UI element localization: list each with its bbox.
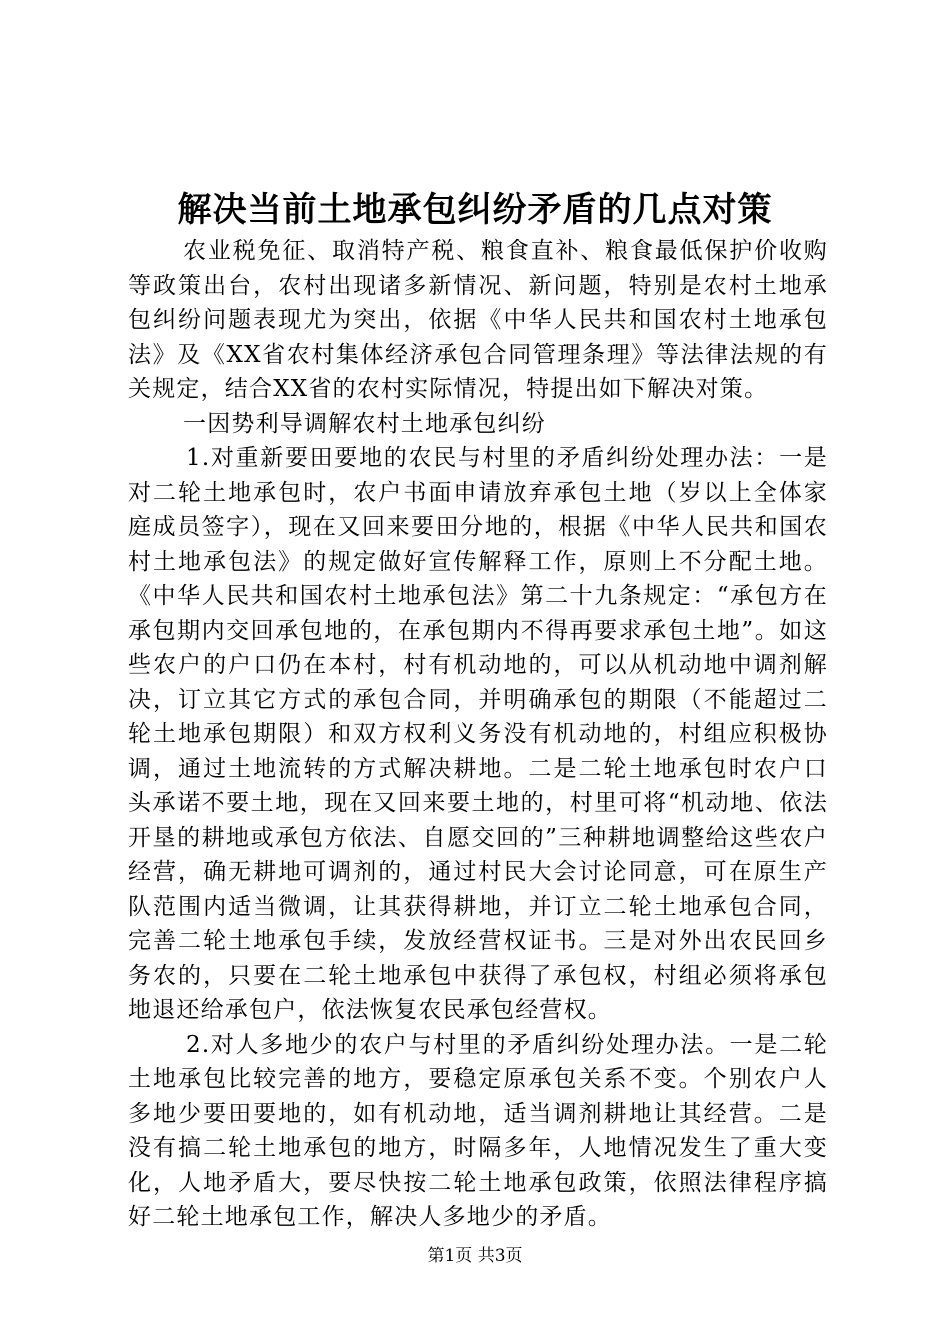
intro-paragraph: 农业税免征、取消特产税、粮食直补、粮食最低保护价收购等政策出台，农村出现诸多新情况、新问题，特别是农村土地承包纠纷问题表现尤为突出，依据《中华人民共和国农村土地承包法》及《XX省农村集体经济承包合同管理条理》等法律法规的有关规定，结合XX省的农村实际情况，特提出如下解决对策。 bbox=[128, 238, 828, 402]
document-title: 解决当前土地承包纠纷矛盾的几点对策 bbox=[177, 190, 773, 230]
section-heading: 一因势利导调解农村土地承包纠纷 bbox=[183, 410, 546, 437]
document-body bbox=[128, 234, 828, 1235]
item-1-paragraph: 1.对重新要田要地的农民与村里的矛盾纠纷处理办法：一是对二轮土地承包时，农户书面申请放弃承包土地（岁以上全体家庭成员签字），现在又回来要田分地的，根据《中华人民共和国农村土地承包法》的规定做好宣传解释工作，原则上不分配土地。《中华人民共和国农村土地承包法》第二十九条规定：“承包方在承包期内交回承包地的，在承包期内不得再要求承包土地”。如这些农户的户口仍在本村，村有机动地的，可以从机动地中调剂解决，订立其它方式的承包合同，并明确承包的期限（不能超过二轮土地承包期限）和双方权利义务没有机动地的，村组应积极协调，通过土地流转的方式解决耕地。二是二轮土地承包时农户口头承诺不要土地，现在又回来要土地的，村里可将“机动地、依法开垦的耕地或承包方依法、自愿交回的”三种耕地调整给这些农户经营，确无耕地可调剂的，通过村民大会讨论同意，可在原生产队范围内适当微调，让其获得耕地，并订立二轮土地承包合同，完善二轮土地承包手续，发放经营权证书。三是对外出农民回乡务农的，只要在二轮土地承包中获得了承包权，村组必须将承包地退还给承包户，依法恢复农民承包经营权。 bbox=[128, 445, 828, 1023]
item-2-paragraph: 2.对人多地少的农户与村里的矛盾纠纷处理办法。一是二轮土地承包比较完善的地方，要稳定原承包关系不变。个别农户人多地少要田要地的，如有机动地，适当调剂耕地让其经营。二是没有搞二轮土地承包的地方，时隔多年，人地情况发生了重大变化，人地矛盾大，要尽快按二轮土地承包政策，依照法律程序搞好二轮土地承包工作，解决人多地少的矛盾。 bbox=[128, 1031, 828, 1230]
page-footer: 第1页 共3页 bbox=[427, 1246, 523, 1266]
